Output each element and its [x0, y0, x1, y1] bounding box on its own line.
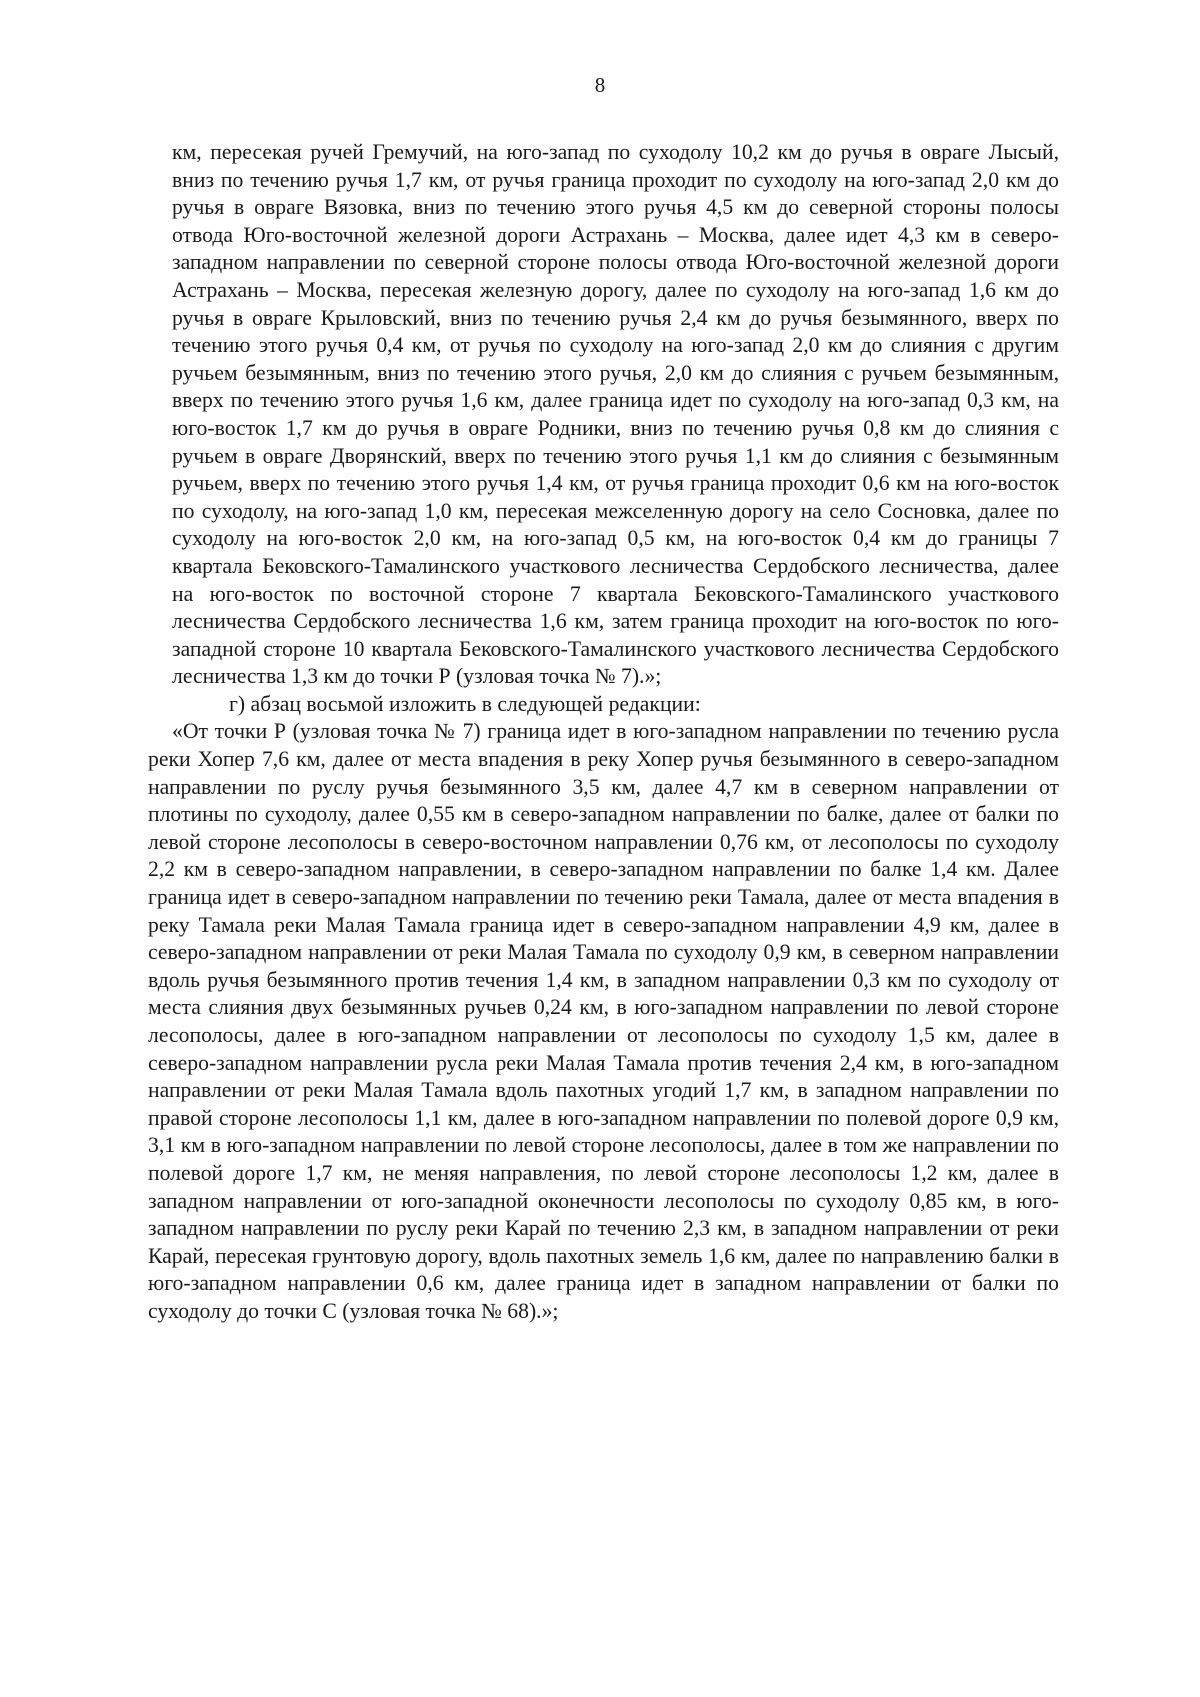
paragraph-quoted-amendment: «От точки Р (узловая точка № 7) граница идет в юго-западном направлении по течению русла реки Хопер 7,6 км, далее от места впадения в реку Хопер ручья безымянного в северо-западном направлении по руслу ручья безымянного 3,5 км, далее 4,7 км в северном направлении от плотины по суходолу, далее 0,55 км в северо-западном направлении по балке, далее от балки по левой стороне лесополосы в северо-восточном направлении 0,76 км, от лесополосы по суходолу 2,2 км в северо-западном направлении, в северо-западном направлении по балке 1,4 км. Далее граница идет в северо-западном направлении по течению реки Тамала, далее от места впадения в реку Тамала реки Малая Тамала граница идет в северо-западном направлении 4,9 км, далее в северо-западном направлении от реки Малая Тамала по суходолу 0,9 км, в северном направлении вдоль ручья безымянного против течения 1,4 км, в западном направлении 0,3 км по суходолу от места слияния двух безымянных ручьев 0,24 км, в юго-западном направлении по левой стороне лесополосы, далее в юго-западном направлении от лесополосы по суходолу 1,5 км, далее в северо-западном направлении русла реки Малая Тамала против течения 2,4 км, в юго-западном направлении от реки Малая Тамала вдоль пахотных угодий 1,7 км, в западном направлении по правой стороне лесополосы 1,1 км, далее в юго-западном направлении по полевой дороге 0,9 км, 3,1 км в юго-западном направлении по левой стороне лесополосы, далее в том же направлении по полевой дороге 1,7 км, не меняя направления, по левой стороне лесополосы 1,2 км, далее в западном направлении от юго-западной оконечности лесополосы по суходолу 0,85 км, в юго-западном направлении по руслу реки Карай по течению 2,3 км, в западном направлении от реки Карай, пересекая грунтовую дорогу, вдоль пахотных земель 1,6 км, далее по направлению балки в юго-западном направлении 0,6 км, далее граница идет в западном направлении от балки по суходолу до точки С (узловая точка № 68).»;: [148, 719, 1059, 1323]
paragraph-continuation: км, пересекая ручей Гремучий, на юго-запад по суходолу 10,2 км до ручья в овраге Лысый, вниз по течению ручья 1,7 км, от ручья граница проходит по суходолу на юго-запад 2,0 км до ручья в овраге Вязовка, вниз по течению этого ручья 4,5 км до северной стороны полосы отвода Юго-восточной железной дороги Астрахань – Москва, далее идет 4,3 км в северо-западном направлении по северной стороне полосы отвода Юго-восточной железной дороги Астрахань – Москва, пересекая железную дорогу, далее по суходолу на юго-запад 1,6 км до ручья в овраге Крыловский, вниз по течению ручья 2,4 км до ручья безымянного, вверх по течению этого ручья 0,4 км, от ручья по суходолу на юго-запад 2,0 км до слияния с другим ручьем безымянным, вниз по течению этого ручья, 2,0 км до слияния с ручьем безымянным, вверх по течению этого ручья 1,6 км, далее граница идет по суходолу на юго-запад 0,3 км, на юго-восток 1,7 км до ручья в овраге Родники, вниз по течению ручья 0,8 км до слияния с ручьем в овраге Дворянский, вверх по течению этого ручья 1,1 км до слияния с безымянным ручьем, вверх по течению этого ручья 1,4 км, от ручья граница проходит 0,6 км на юго-восток по суходолу, на юго-запад 1,0 км, пересекая межселенную дорогу на село Сосновка, далее по суходолу на юго-восток 2,0 км, на юго-запад 0,5 км, на юго-восток 0,4 км до границы 7 квартала Бековского-Тамалинского участкового лесничества Сердобского лесничества, далее на юго-восток по восточной стороне 7 квартала Бековского-Тамалинского участкового лесничества Сердобского лесничества 1,6 км, затем граница проходит на юго-восток по юго-западной стороне 10 квартала Бековского-Тамалинского участкового лесничества Сердобского лесничества 1,3 км до точки Р (узловая точка № 7).»;: [172, 140, 1059, 689]
paragraph-subpoint-g: г) абзац восьмой изложить в следующей редакции:: [229, 691, 701, 716]
page-number: 8: [594, 73, 606, 97]
document-body: [148, 139, 1059, 1326]
